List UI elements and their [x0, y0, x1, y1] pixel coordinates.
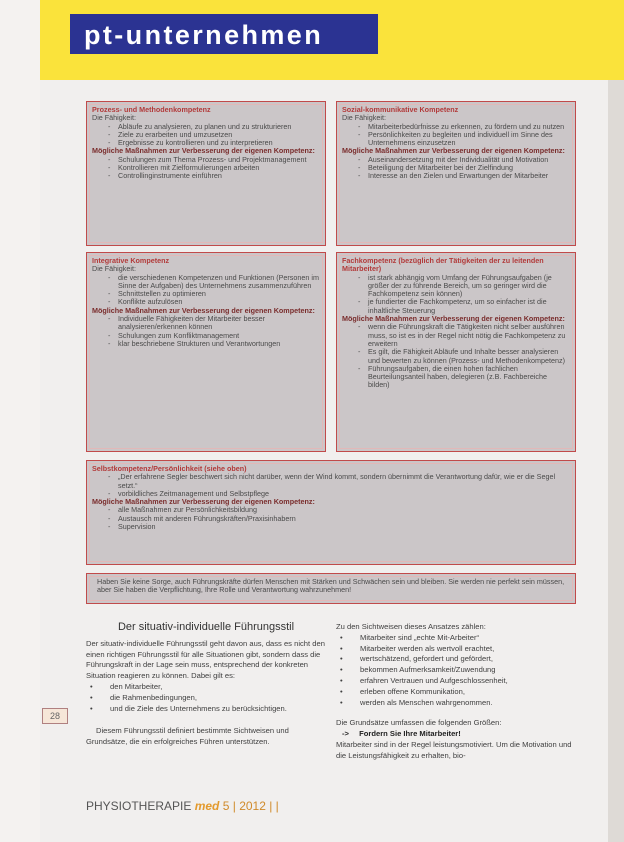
list-item: - klar beschriebene Strukturen und Verantwortungen — [92, 340, 320, 348]
list-item: • und die Ziele des Unternehmens zu berücksichtigen. — [86, 704, 326, 715]
list-item: - Abläufe zu analysieren, zu planen und zu strukturieren — [92, 123, 320, 131]
list-item: - Führungsaufgaben, die einen hohen fachlichen Beurteilungsanteil haben, delegieren (z.B. Fachbereiche bilden) — [342, 365, 570, 390]
measures-list — [92, 156, 320, 181]
box-intro: Die Fähigkeit: — [92, 264, 136, 274]
article-paragraph: Der situativ-individuelle Führungsstil geht davon aus, dass es nicht den einen richtigen Führungsstil für alle Situationen gibt, sondern dass die Führungskraft in der Lage sein muss, entsprechend der konkreten Situation reagieren zu können. Dabei gilt es: — [86, 638, 325, 681]
measures-list — [342, 156, 570, 181]
section-title: pt-unternehmen — [84, 20, 324, 50]
list-item: • wertschätzend, gefordert und gefördert, — [336, 654, 576, 665]
footer-magazine: PHYSIOTHERAPIE — [86, 799, 192, 813]
box-selbst — [86, 460, 576, 565]
footer-magazine-suffix: med — [194, 799, 220, 813]
list-item: - Controllinginstrumente einführen — [92, 172, 320, 180]
box-list — [342, 274, 570, 315]
list-item: - Auseinandersetzung mit der Individualität und Motivation — [342, 156, 570, 164]
list-item: • erleben offene Kommunikation, — [336, 687, 576, 698]
box-fach — [336, 252, 576, 452]
list-item: - Individuelle Fähigkeiten der Mitarbeiter besser analysieren/erkennen können — [92, 315, 320, 332]
list-item: - Ergebnisse zu kontrollieren und zu interpretieren — [92, 139, 320, 147]
list-item: - Konflikte aufzulösen — [92, 298, 320, 306]
emphasis-text: Fordern Sie Ihre Mitarbeiter! — [359, 729, 461, 739]
list-item: - Supervision — [92, 523, 570, 531]
box-title: Integrative Kompetenz — [92, 256, 170, 265]
measures-list — [92, 506, 570, 531]
arrow-icon: -> — [342, 729, 349, 739]
measures-title: Mögliche Maßnahmen zur Verbesserung der eigenen Kompetenz: — [342, 314, 565, 324]
list-item: - je fundierter die Fachkompetenz, um so einfacher ist die inhaltliche Steuerung — [342, 298, 570, 315]
scan-margin-right — [608, 0, 624, 842]
article-paragraph: Die Grundsätze umfassen die folgenden Größen: — [336, 718, 502, 728]
measures-title: Mögliche Maßnahmen zur Verbesserung der eigenen Kompetenz: — [92, 305, 315, 315]
measures-title: Mögliche Maßnahmen zur Verbesserung der eigenen Kompetenz: — [92, 146, 315, 156]
article-left-column — [86, 622, 326, 748]
list-item: - alle Maßnahmen zur Persönlichkeitsbildung — [92, 506, 570, 514]
article-heading: Der situativ-individuelle Führungsstil — [117, 621, 295, 633]
list-item: - Austausch mit anderen Führungskräften/Praxisinhabern — [92, 515, 570, 523]
box-title: Prozess- und Methodenkompetenz — [92, 105, 211, 114]
box-integrativ — [86, 252, 326, 452]
scan-margin-left — [0, 0, 40, 842]
list-item: - Mitarbeiterbedürfnisse zu erkennen, zu fördern und zu nutzen — [342, 123, 570, 131]
box-intro: Die Fähigkeit: — [342, 113, 386, 123]
article-paragraph: Diesem Führungsstil definiert bestimmte Sichtweisen und Grundsätze, die ein erfolgreiches Führen unterstützen. — [86, 726, 289, 747]
measures-title: Mögliche Maßnahmen zur Verbesserung der eigenen Kompetenz: — [92, 497, 315, 507]
list-item: - „Der erfahrene Segler beschwert sich nicht darüber, wenn der Wind kommt, sondern übernimmt die Verantwortung dafür, wie er die Segel setzt.“ — [92, 473, 570, 490]
list-item: - Persönlichkeiten zu begleiten und individuell im Sinne des Unternehmens einzusetzen — [342, 131, 570, 148]
list-item: - Es gilt, die Fähigkeit Abläufe und Inhalte besser analysieren und bewerten zu können (Prozess- und Methodenkompetenz) — [342, 348, 570, 365]
measures-title: Mögliche Maßnahmen zur Verbesserung der eigenen Kompetenz: — [342, 146, 565, 156]
list-item: - Kontrollieren mit Zielformulierungen arbeiten — [92, 164, 320, 172]
section-header — [70, 14, 378, 54]
list-item: • erfahren Vertrauen und Aufgeschlossenheit, — [336, 676, 576, 687]
list-item: • den Mitarbeiter, — [86, 682, 326, 693]
article-list — [336, 633, 576, 709]
list-item: - Schnittstellen zu optimieren — [92, 290, 320, 298]
box-prozess — [86, 101, 326, 246]
page-number: 28 — [42, 708, 68, 724]
measures-list — [92, 315, 320, 348]
article-right-column — [336, 622, 576, 762]
list-item: - Beteiligung der Mitarbeiter bei der Zielfindung — [342, 164, 570, 172]
box-list — [92, 473, 570, 498]
list-item: • Mitarbeiter werden als wertvoll erachtet, — [336, 644, 576, 655]
list-item: - Interesse an den Zielen und Erwartungen der Mitarbeiter — [342, 172, 570, 180]
box-title: Sozial-kommunikative Kompetenz — [342, 105, 459, 114]
box-list — [342, 123, 570, 148]
footer-issue: 5 | 2012 | | — [222, 799, 279, 813]
article-paragraph: Zu den Sichtweisen dieses Ansatzes zählen: — [336, 622, 486, 631]
note-box — [86, 573, 576, 604]
list-item: - die verschiedenen Kompetenzen und Funktionen (Personen im Sinne der Aufgaben) des Unternehmens zusammenzuführen — [92, 274, 320, 291]
list-item: - Schulungen zum Konfliktmanagement — [92, 332, 320, 340]
list-item: - Ziele zu erarbeiten und umzusetzen — [92, 131, 320, 139]
emphasis-line — [336, 729, 576, 740]
measures-list — [342, 323, 570, 389]
footer — [86, 799, 279, 813]
box-list — [92, 123, 320, 148]
list-item: - Schulungen zum Thema Prozess- und Projektmanagement — [92, 156, 320, 164]
list-item: • werden als Menschen wahrgenommen. — [336, 698, 576, 709]
list-item: • Mitarbeiter sind „echte Mit-Arbeiter“ — [336, 633, 576, 644]
box-list — [92, 274, 320, 307]
note-text: Haben Sie keine Sorge, auch Führungskräfte dürfen Menschen mit Stärken und Schwächen sein und bleiben. Sie werden nie perfekt sein müssen, aber Sie haben die Verpflichtung, Ihre Rolle und Verantwortung wahrzunehmen! — [97, 577, 565, 595]
list-item: - vorbildliches Zeitmanagement und Selbstpflege — [92, 490, 570, 498]
list-item: - wenn die Führungskraft die Tätigkeiten nicht selber ausführen muss, so ist es in der Regel nicht nötig die Fachkompetenz zu erweitern — [342, 323, 570, 348]
article-list — [86, 682, 326, 714]
box-title: Fachkompetenz (bezüglich der Tätigkeiten der zu leitenden Mitarbeiter) — [342, 256, 544, 274]
list-item: • bekommen Aufmerksamkeit/Zuwendung — [336, 665, 576, 676]
box-title: Selbstkompetenz/Persönlichkeit (siehe oben) — [92, 464, 247, 473]
list-item: - ist stark abhängig vom Umfang der Führungsaufgaben (je größer der zu führende Bereich, um so geringer wird die Fachkompetenz sein können) — [342, 274, 570, 299]
box-intro: Die Fähigkeit: — [92, 113, 136, 123]
box-sozial — [336, 101, 576, 246]
article-paragraph: Mitarbeiter sind in der Regel leistungsmotiviert. Um die Motivation und die Leistungsfähigkeit zu erhalten, bio- — [336, 739, 572, 760]
list-item: • die Rahmenbedingungen, — [86, 693, 326, 704]
